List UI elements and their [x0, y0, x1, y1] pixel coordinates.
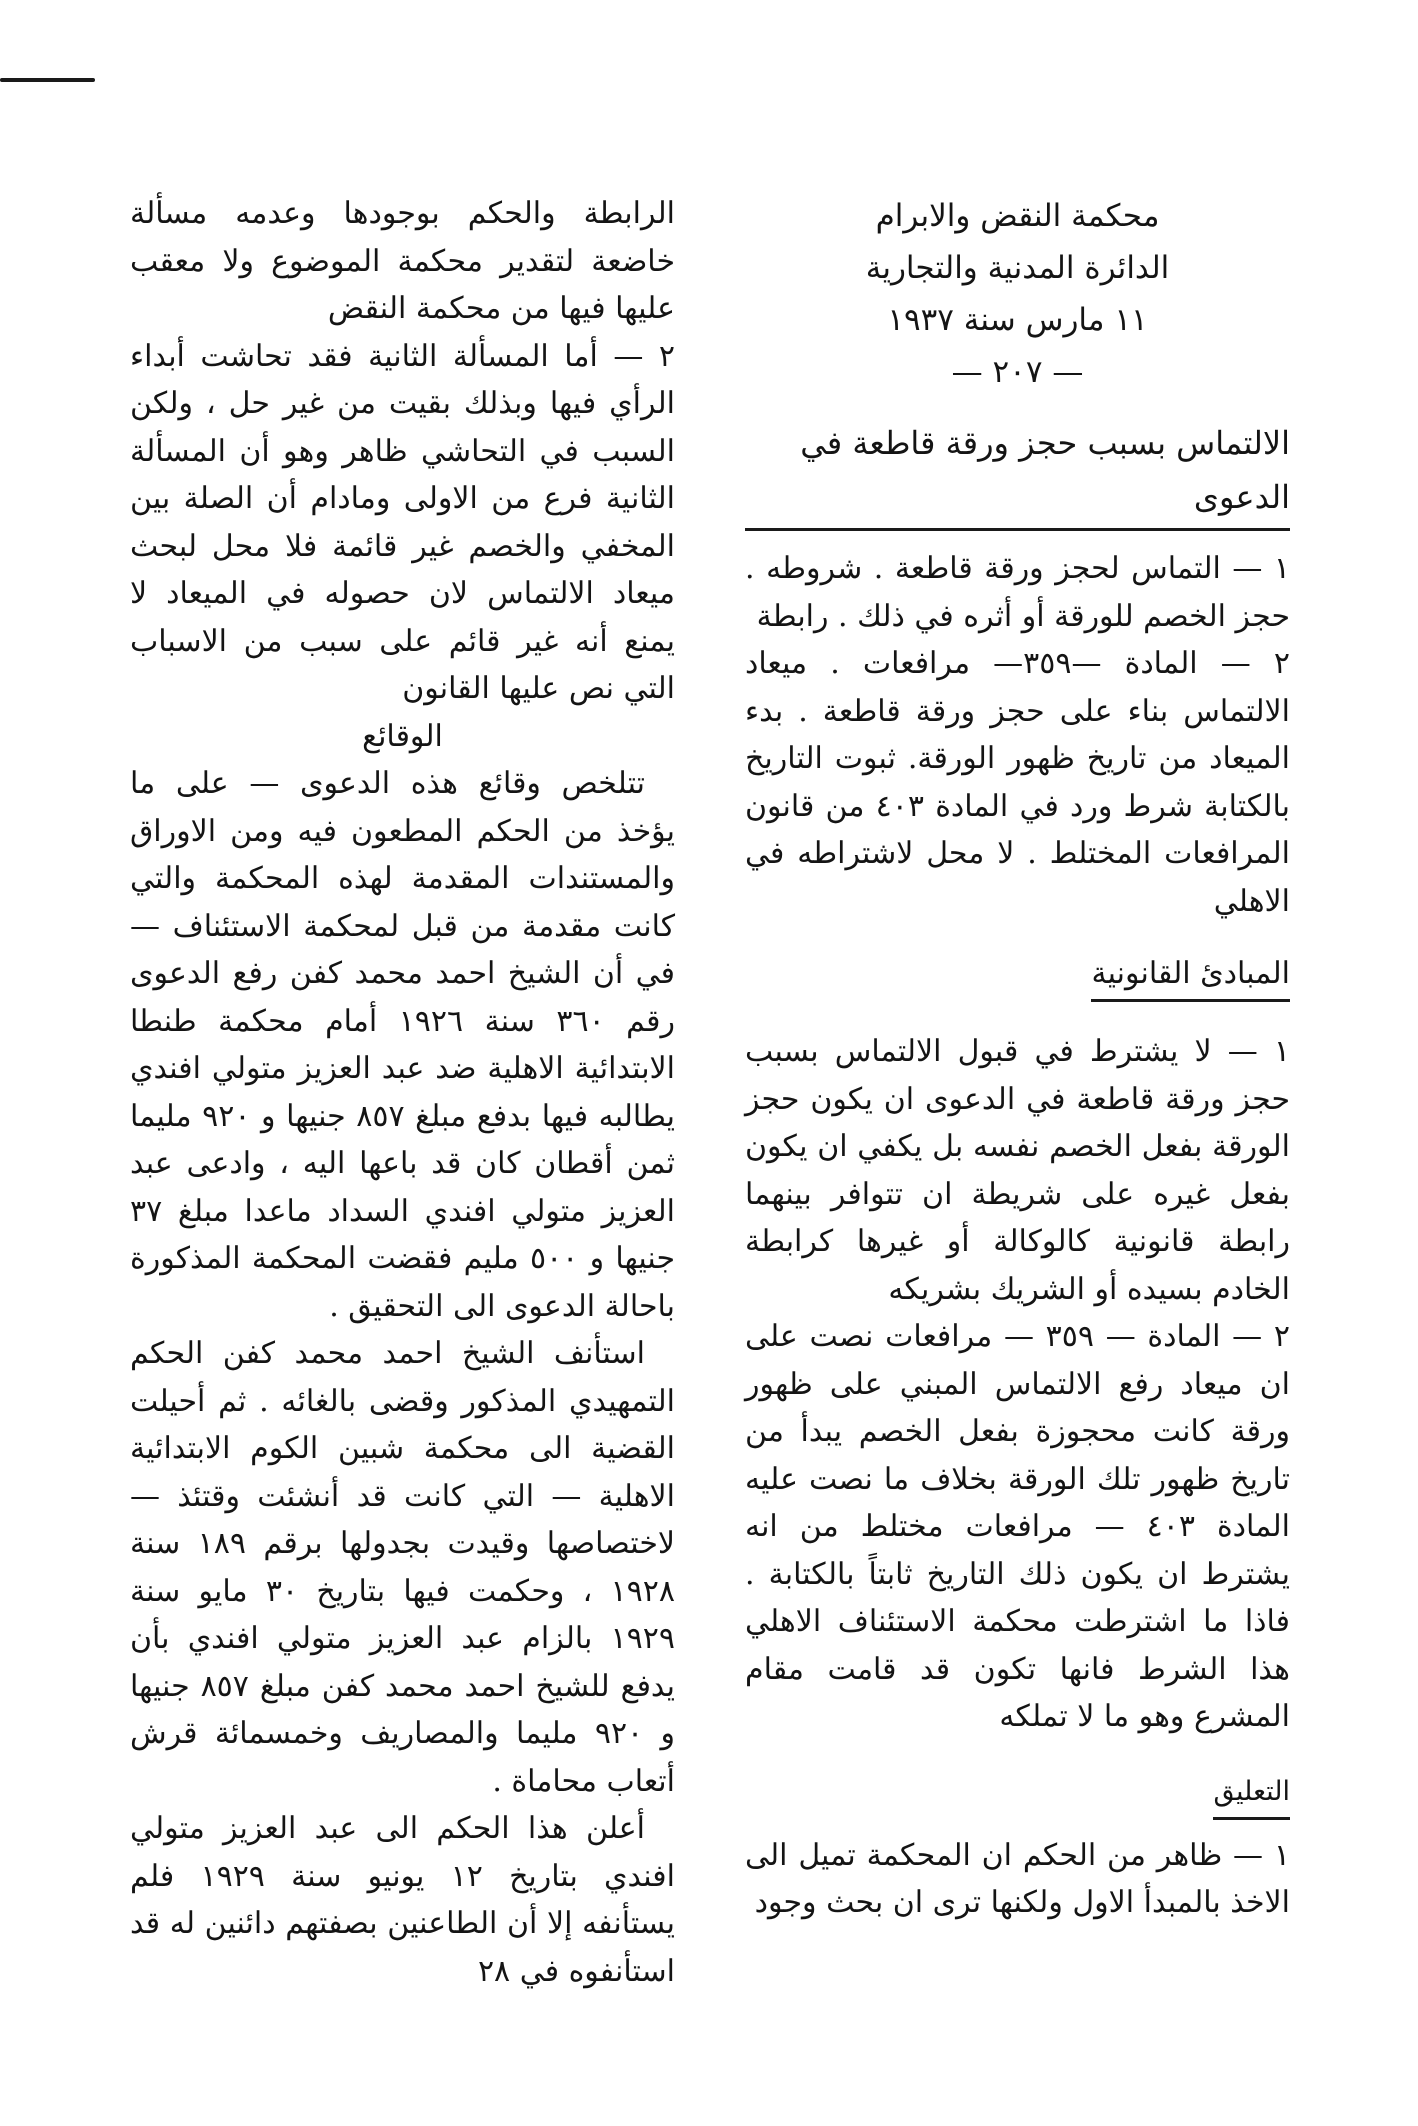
hearing-date: ١١ مارس سنة ١٩٣٧	[887, 302, 1148, 338]
left-column	[130, 190, 675, 2050]
commentary-continuation: الرابطة والحكم بوجودها وعدمه مسألة خاضعة لتقدير محكمة الموضوع ولا معقب عليها فيها من محكمة النقض	[130, 196, 675, 326]
commentary-title: التعليق	[1213, 1769, 1290, 1820]
right-column	[745, 190, 1290, 2050]
commentary-item: ١ — ظاهر من الحكم ان المحكمة تميل الى الاخذ بالمبدأ الاول ولكنها ترى ان بحث وجود	[745, 1837, 1290, 1920]
case-header	[745, 190, 1290, 398]
principle-item: ٢ — المادة — ٣٥٩ — مرافعات نصت على ان ميعاد رفع الالتماس المبني على ظهور ورقة كانت محجوزة بفعل الخصم يبدأ من تاريخ ظهور تلك الورقة بخلاف ما نصت عليه المادة ٤٠٣ — مرافعات مختلط من انه يشترط ان يكون ذلك التاريخ ثابتاً بالكتابة . فاذا ما اشترطت محكمة الاستئناف الاهلي هذا الشرط فانها تكون قد قامت مقام المشرع وهو ما لا تملكه	[745, 1319, 1291, 1734]
scan-edge-mark	[0, 78, 95, 82]
court-name: محكمة النقض والابرام	[875, 198, 1160, 234]
summary-item: ٢ — المادة —٣٥٩— مرافعات . ميعاد الالتماس بناء على حجز ورقة قاطعة . بدء الميعاد من تاريخ ظهور الورقة. ثبوت التاريخ بالكتابة شرط ورد في المادة ٤٠٣ من قانون المرافعات المختلط . لا محل لاشتراطه في الاهلي	[745, 646, 1290, 919]
case-number: — ٢٠٧ —	[951, 354, 1084, 390]
summary-title: الالتماس بسبب حجز ورقة قاطعة في الدعوى	[745, 416, 1290, 531]
principles-title: المبادئ القانونية	[1091, 951, 1290, 1002]
facts-paragraph: أعلن هذا الحكم الى عبد العزيز متولي افندي بتاريخ ١٢ يونيو سنة ١٩٢٩ فلم يستأنفه إلا أن الطاعنين بصفتهم دائنين له قد استأنفوه في ٢٨	[130, 1811, 675, 1989]
facts-paragraph: استأنف الشيخ احمد محمد كفن الحكم التمهيدي المذكور وقضى بالغائه . ثم أحيلت القضية الى محكمة شبين الكوم الابتدائية الاهلية — التي كانت قد أنشئت وقتئذ — لاختصاصها وقيدت بجدولها برقم ١٨٩ سنة ١٩٢٨ ، وحكمت فيها بتاريخ ٣٠ مايو سنة ١٩٢٩ بالزام عبد العزيز متولي افندي بأن يدفع للشيخ احمد محمد كفن مبلغ ٨٥٧ جنيها و ٩٢٠ مليما والمصاريف وخمسمائة قرش أتعاب محاماة .	[130, 1336, 676, 1799]
principle-item: ١ — لا يشترط في قبول الالتماس بسبب حجز ورقة قاطعة في الدعوى ان يكون حجز الورقة بفعل الخصم نفسه بل يكفي ان يكون بفعل غيره على شريطة ان تتوافر بينهما رابطة قانونية كالوكالة أو غيرها كرابطة الخادم بسيده أو الشريك بشريكه	[745, 1034, 1290, 1307]
circuit-name: الدائرة المدنية والتجارية	[865, 250, 1170, 286]
commentary-point-2: ٢ — أما المسألة الثانية فقد تحاشت أبداء الرأي فيها وبذلك بقيت من غير حل ، ولكن السبب في التحاشي ظاهر وهو أن المسألة الثانية فرع من الاولى ومادام أن الصلة بين المخفي والخصم غير قائمة فلا محل لبحث ميعاد الالتماس لان حصوله في الميعاد لا يمنع أنه غير قائم على سبب من الاسباب التي نص عليها القانون	[130, 338, 675, 706]
facts-title: الوقائع	[362, 718, 443, 754]
facts-paragraph: تتلخص وقائع هذه الدعوى — على ما يؤخذ من الحكم المطعون فيه ومن الاوراق والمستندات المقدمة لهذه المحكمة والتي كانت مقدمة من قبل لمحكمة الاستئناف — في أن الشيخ احمد محمد كفن رفع الدعوى رقم ٣٦٠ سنة ١٩٢٦ أمام محكمة طنطا الابتدائية الاهلية ضد عبد العزيز متولي افندي يطالبه فيها بدفع مبلغ ٨٥٧ جنيها و ٩٢٠ مليما ثمن أقطان كان قد باعها اليه ، وادعى عبد العزيز متولي افندي السداد ماعدا مبلغ ٣٧ جنيها و ٥٠٠ مليم فقضت المحكمة المذكورة باحالة الدعوى الى التحقيق .	[130, 766, 676, 1324]
summary-item: ١ — التماس لحجز ورقة قاطعة . شروطه . حجز الخصم للورقة أو أثره في ذلك . رابطة	[745, 551, 1290, 634]
page-body	[130, 190, 1290, 2050]
